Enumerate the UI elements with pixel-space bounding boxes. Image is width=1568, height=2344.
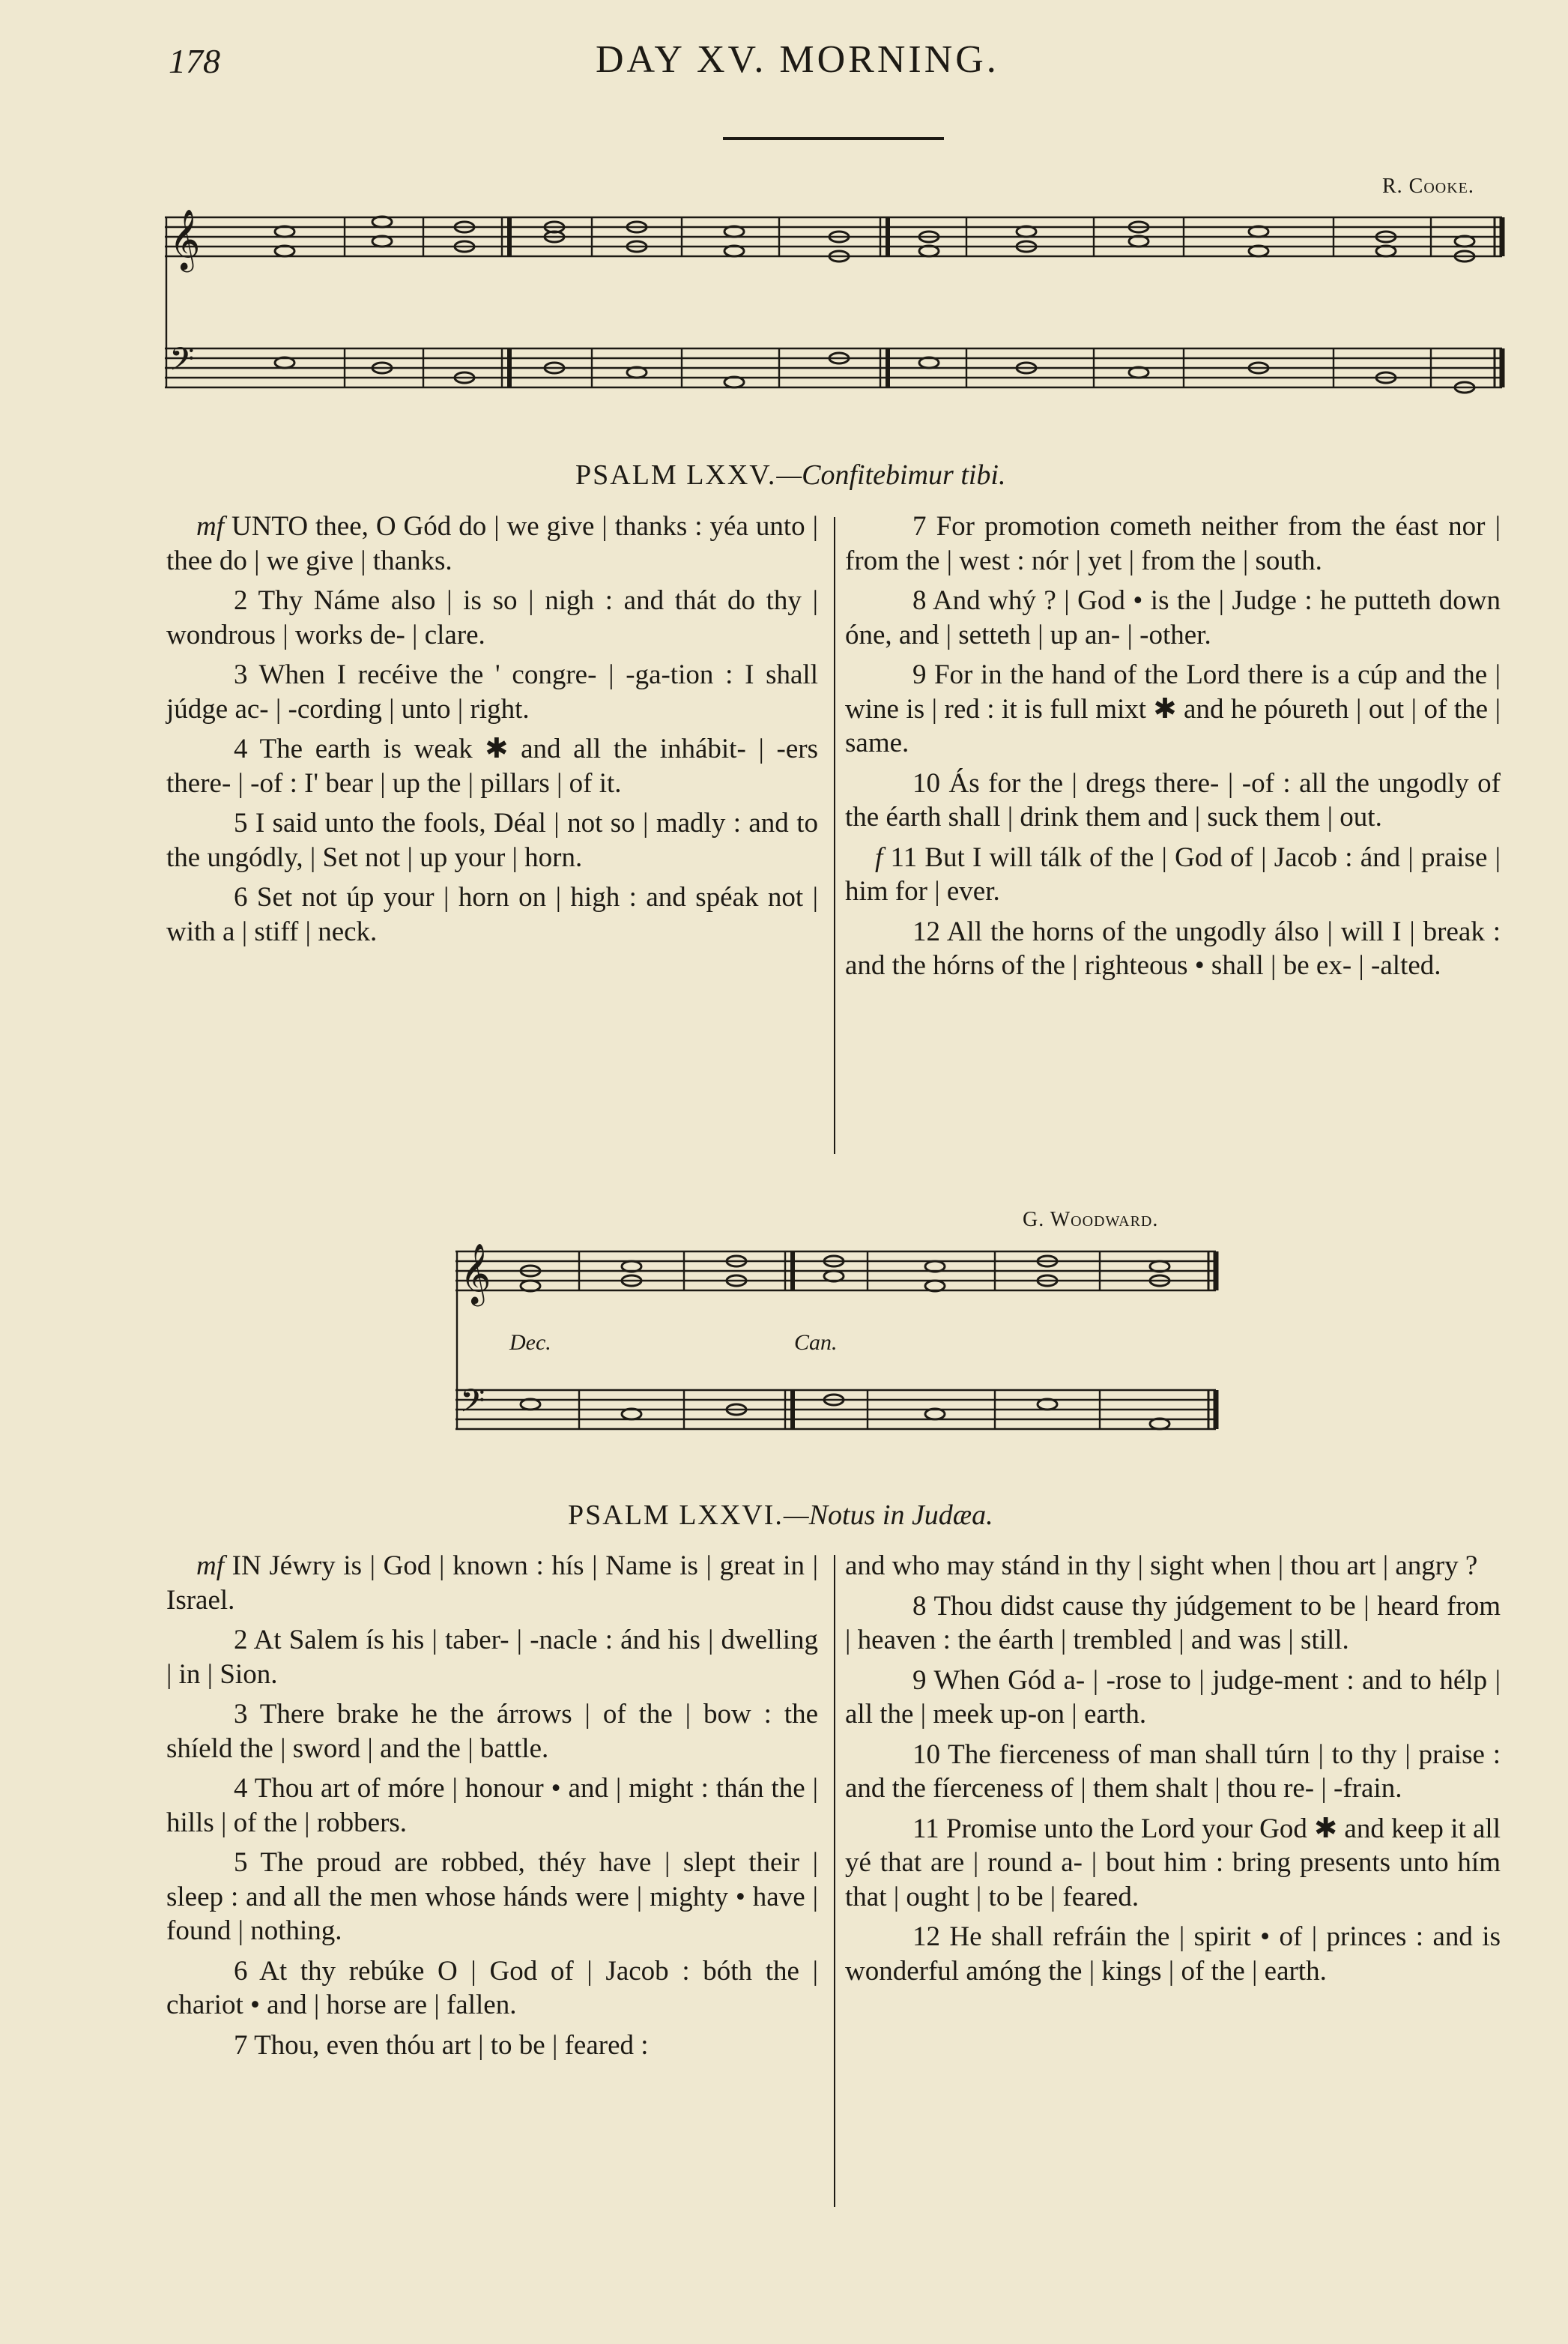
chant-2-score: [455, 1236, 1220, 1461]
treble-staff: [165, 217, 1502, 256]
dynamic-mark: mf: [196, 1550, 224, 1581]
svg-text:𝄞: 𝄞: [460, 1242, 491, 1304]
verse-76-7-continued: and who may stánd in thy | sight when | thou art | angry ?: [845, 1550, 1478, 1581]
verse-76-4: 4 Thou art of móre | honour • and | might : thán the | hills | of the | robbers.: [166, 1773, 818, 1838]
composer-cooke: R. Cooke.: [1382, 175, 1474, 198]
verse-75-12: 12 All the horns of the ungodly álso | will I | break : and the hórns of the | righteous • shall | be ex- | -alted.: [845, 916, 1501, 981]
psalm-76-number: PSALM LXXVI.: [568, 1499, 784, 1531]
header-rule: [723, 137, 944, 140]
verse-76-10: 10 The fierceness of man shall túrn | to thy | praise : and the fíerceness of | them shalt | thou re- | -frain.: [845, 1739, 1501, 1804]
notes-2: [521, 1256, 1169, 1429]
psalm-75-latin: —Confitebimur tibi.: [776, 459, 1006, 491]
verse-75-1: mf UNTO thee, O Gód do | we give | thanks : yéa unto | thee do | we give | thanks.: [166, 511, 818, 576]
composer-woodward: G. Woodward.: [1023, 1208, 1159, 1231]
psalm-75-left-column: [166, 510, 818, 955]
dynamic-mark: f: [875, 842, 883, 873]
verse-76-8: 8 Thou didst cause thy júdgement to be | heard from | heaven : the éarth | trembled | and was | still.: [845, 1590, 1501, 1655]
psalm-76-right-column: [845, 1549, 1501, 1994]
label-dec: Dec.: [509, 1330, 551, 1355]
verse-76-2: 2 At Salem ís his | taber- | -nacle : ánd his | dwelling | in | Sion.: [166, 1625, 818, 1690]
dynamic-mark: mf: [196, 511, 224, 542]
verse-75-9: 9 For in the hand of the Lord there is a cúp and the | wine is | red : it is full mixt ✱ and he póureth | out | of the | same.: [845, 659, 1501, 758]
verse-76-1: mf IN Jéwry is | God | known : hís | Name is | great in | Israel.: [166, 1550, 818, 1616]
verse-75-5: 5 I said unto the fools, Déal | not so | madly : and to the ungódly, | Set not | up your | horn.: [166, 808, 818, 873]
psalm-76-latin: —Notus in Judæa.: [783, 1499, 993, 1531]
verse-76-3: 3 There brake he the árrows | of the | bow : the shíeld the | sword | and the | battle.: [166, 1699, 818, 1764]
column-divider: [834, 517, 835, 1154]
verse-75-8: 8 And whý ? | God • is the | Judge : he putteth down óne, and | setteth | up an- | -other.: [845, 585, 1501, 650]
psalm-75-number: PSALM LXXV.: [575, 459, 777, 491]
verse-75-7: 7 For promotion cometh neither from the éast nor | from the | west : nór | yet | from the | south.: [845, 511, 1501, 576]
svg-text:𝄢: 𝄢: [169, 341, 195, 386]
verse-76-12: 12 He shall refráin the | spirit • of | princes : and is wonderful amóng the | kings | of the | earth.: [845, 1921, 1501, 1987]
clefs: [169, 208, 200, 386]
page-number: 178: [169, 42, 220, 80]
verse-75-11: f 11 But I will tálk of the | God of | Jacob : ánd | praise | him for | ever.: [845, 842, 1501, 907]
psalm-76-left-column: [166, 1549, 818, 2068]
psalm-76-title: [568, 1499, 993, 1532]
column-divider-2: [834, 1555, 835, 2207]
barlines: [345, 217, 1502, 387]
notes: [275, 217, 1474, 393]
running-head: DAY XV. MORNING.: [596, 38, 999, 81]
verse-76-11: 11 Promise unto the Lord your God ✱ and keep it all yé that are | round a- | bout him : bring presents unto hím that | ought | to be | feared.: [845, 1813, 1501, 1912]
verse-76-7: 7 Thou, even thóu art | to be | feared :: [234, 2029, 649, 2061]
verse-75-4: 4 The earth is weak ✱ and all the inhábit- | -ers there- | -of : I' bear | up the | pillars | of it.: [166, 734, 818, 799]
psalm-75-title: [575, 459, 1006, 492]
svg-text:𝄞: 𝄞: [169, 208, 201, 270]
label-can: Can.: [794, 1330, 838, 1355]
verse-75-6: 6 Set not úp your | horn on | high : and spéak not | with a | stiff | neck.: [166, 882, 818, 947]
chant-1-score: [165, 191, 1506, 408]
verse-76-5: 5 The proud are robbed, théy have | slept their | sleep : and all the men whose hánds were | mighty • have | found | nothing.: [166, 1847, 818, 1946]
verse-75-2: 2 Thy Náme also | is so | nigh : and thát do thy | wondrous | works de- | clare.: [166, 585, 818, 650]
verse-75-3: 3 When I recéive the ' congre- | -ga-tion : I shall júdge ac- | -cording | unto | right.: [166, 659, 818, 725]
verse-76-6: 6 At thy rebúke O | God of | Jacob : bóth the | chariot • and | horse are | fallen.: [166, 1955, 818, 2020]
psalm-75-right-column: [845, 510, 1501, 989]
verse-76-9: 9 When Gód a- | -rose to | judge-ment : and to hélp | all the | meek up-on | earth.: [845, 1664, 1501, 1730]
bass-staff-2: [455, 1390, 1216, 1429]
svg-text:𝄢: 𝄢: [460, 1383, 485, 1428]
verse-75-10: 10 Ás for the | dregs there- | -of : all the ungodly of the éarth shall | drink them and | suck them | out.: [845, 767, 1501, 833]
